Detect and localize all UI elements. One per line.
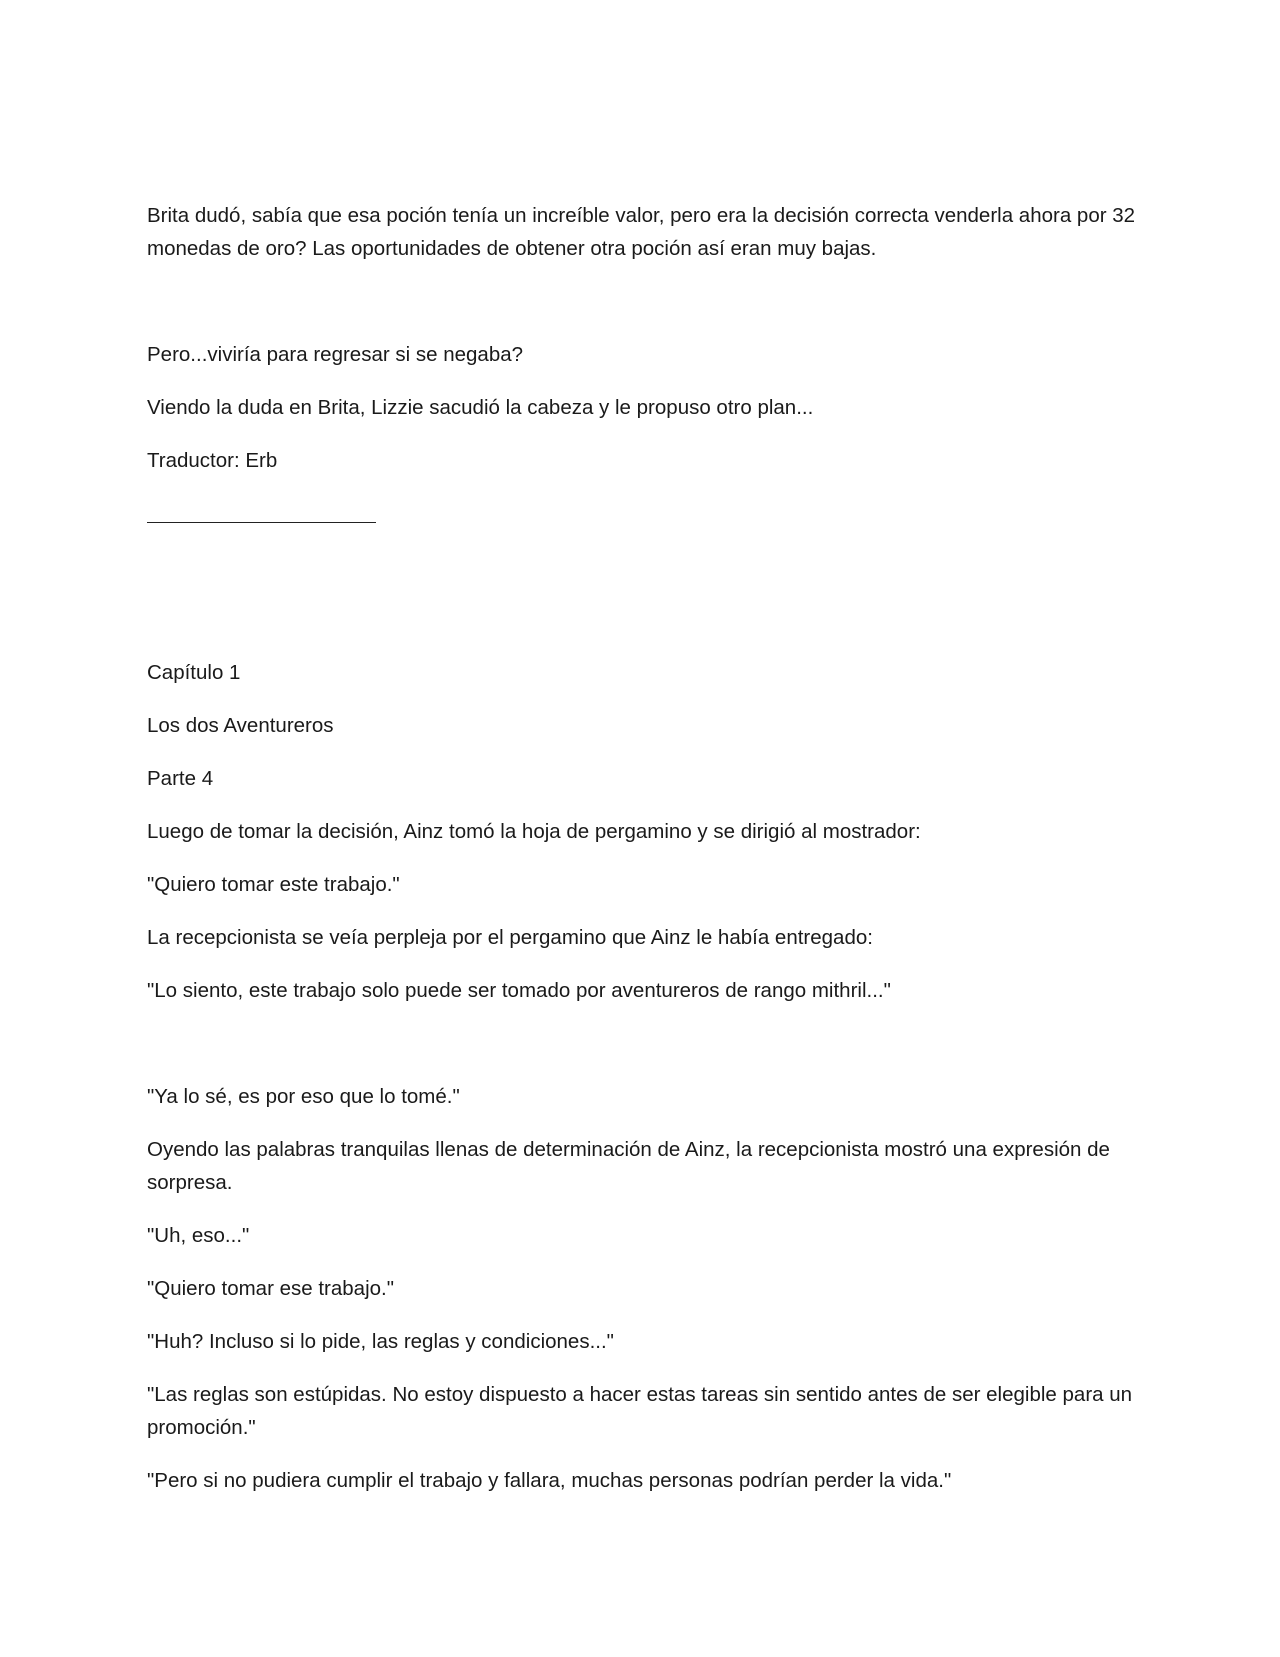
paragraph-would-she-live: Pero...viviría para regresar si se negaba? bbox=[147, 343, 524, 366]
dialogue-take-job: "Quiero tomar este trabajo." bbox=[147, 873, 400, 896]
translator-credit: Traductor: Erb bbox=[147, 449, 278, 472]
paragraph-lizzie-plan: Viendo la duda en Brita, Lizzie sacudió la cabeza y le propuso otro plan... bbox=[147, 396, 814, 419]
dialogue-rules-conditions: "Huh? Incluso si lo pide, las reglas y condiciones..." bbox=[147, 1330, 614, 1353]
dialogue-mithril-rank: "Lo siento, este trabajo solo puede ser tomado por aventureros de rango mithril..." bbox=[147, 979, 891, 1002]
chapter-number: Capítulo 1 bbox=[147, 661, 241, 684]
dialogue-people-could-die: "Pero si no pudiera cumplir el trabajo y fallara, muchas personas podrían perder la vida." bbox=[147, 1469, 952, 1492]
dialogue-want-that-job: "Quiero tomar ese trabajo." bbox=[147, 1277, 395, 1300]
document-page bbox=[147, 0, 1137, 1657]
paragraph-receptionist-perplexed: La recepcionista se veía perpleja por el pergamino que Ainz le había entregado: bbox=[147, 926, 873, 949]
paragraph-brita-doubt: Brita dudó, sabía que esa poción tenía un increíble valor, pero era la decisión correcta venderla ahora por 32 monedas de oro? Las oportunidades de obtener otra poción así eran muy bajas. bbox=[147, 204, 1136, 260]
chapter-part: Parte 4 bbox=[147, 767, 214, 790]
paragraph-ainz-counter: Luego de tomar la decisión, Ainz tomó la hoja de pergamino y se dirigió al mostrador: bbox=[147, 820, 921, 843]
dialogue-rules-stupid: "Las reglas son estúpidas. No estoy dispuesto a hacer estas tareas sin sentido antes de ser elegible para un promoción." bbox=[147, 1383, 1133, 1439]
dialogue-i-know: "Ya lo sé, es por eso que lo tomé." bbox=[147, 1085, 460, 1108]
section-divider bbox=[147, 522, 376, 523]
paragraph-receptionist-surprise: Oyendo las palabras tranquilas llenas de determinación de Ainz, la recepcionista mostró una expresión de sorpresa. bbox=[147, 1138, 1110, 1194]
dialogue-uh-eso: "Uh, eso..." bbox=[147, 1224, 250, 1247]
chapter-title: Los dos Aventureros bbox=[147, 714, 334, 737]
